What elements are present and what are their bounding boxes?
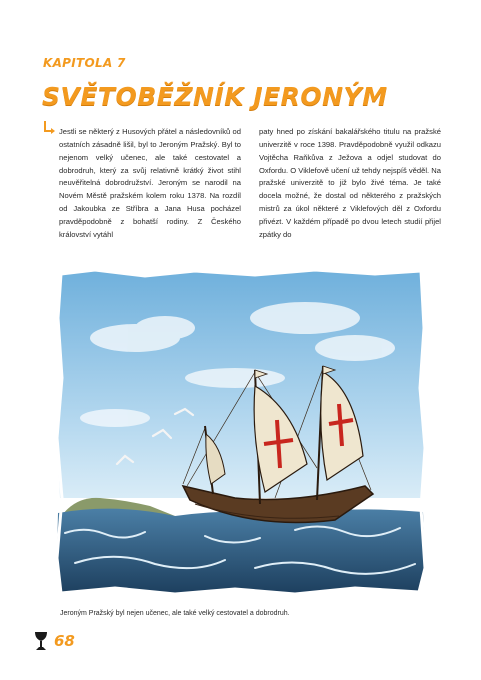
chapter-title: SVĚTOBĚŽNÍK JERONÝM (42, 82, 388, 111)
page-number: 68 (54, 632, 75, 650)
ship-illustration (55, 268, 426, 596)
text-column-left: Jestli se některý z Husových přátel a následovníků od ostatních zásadně lišil, byl to Jeroným Pražský. Byl to nejenom velký učenec, ale také cestovatel a dobrodruh, který za svůj relativně krátký život stihl neuvěřitelná dobrodružství. Jeroným se narodil na Novém Městě pražském kolem roku 1378. Na rozdíl od Jakoubka ze Stříbra a Jana Husa pocházel pravděpodobně z bohatší rodiny. Z Českého království vytáhl (59, 127, 241, 239)
figure-caption: Jeroným Pražský byl nejen učenec, ale také velký cestovatel a dobrodruh. (60, 610, 290, 617)
text-column-right: paty hned po získání bakalářského titulu na pražské univerzitě v roce 1398. Pravděpodobně využil odkazu Vojtěcha Raňkůva z Ježova a odjel studovat do Oxfordu. O Viklefově učení už tehdy nejspíš věděl. Na pražské univerzitě to již bylo živé téma. Je také docela možné, že dostal od některého z pražských mistrů za úkol některé z Viklefových děl z Oxfordu přivézt. V každém případě po dvou letech studií přijel zpátky do (259, 127, 441, 239)
sea (57, 509, 425, 594)
chalice-icon (34, 631, 48, 651)
chapter-label: KAPITOLA 7 (43, 56, 126, 70)
arrow-icon (43, 121, 56, 135)
